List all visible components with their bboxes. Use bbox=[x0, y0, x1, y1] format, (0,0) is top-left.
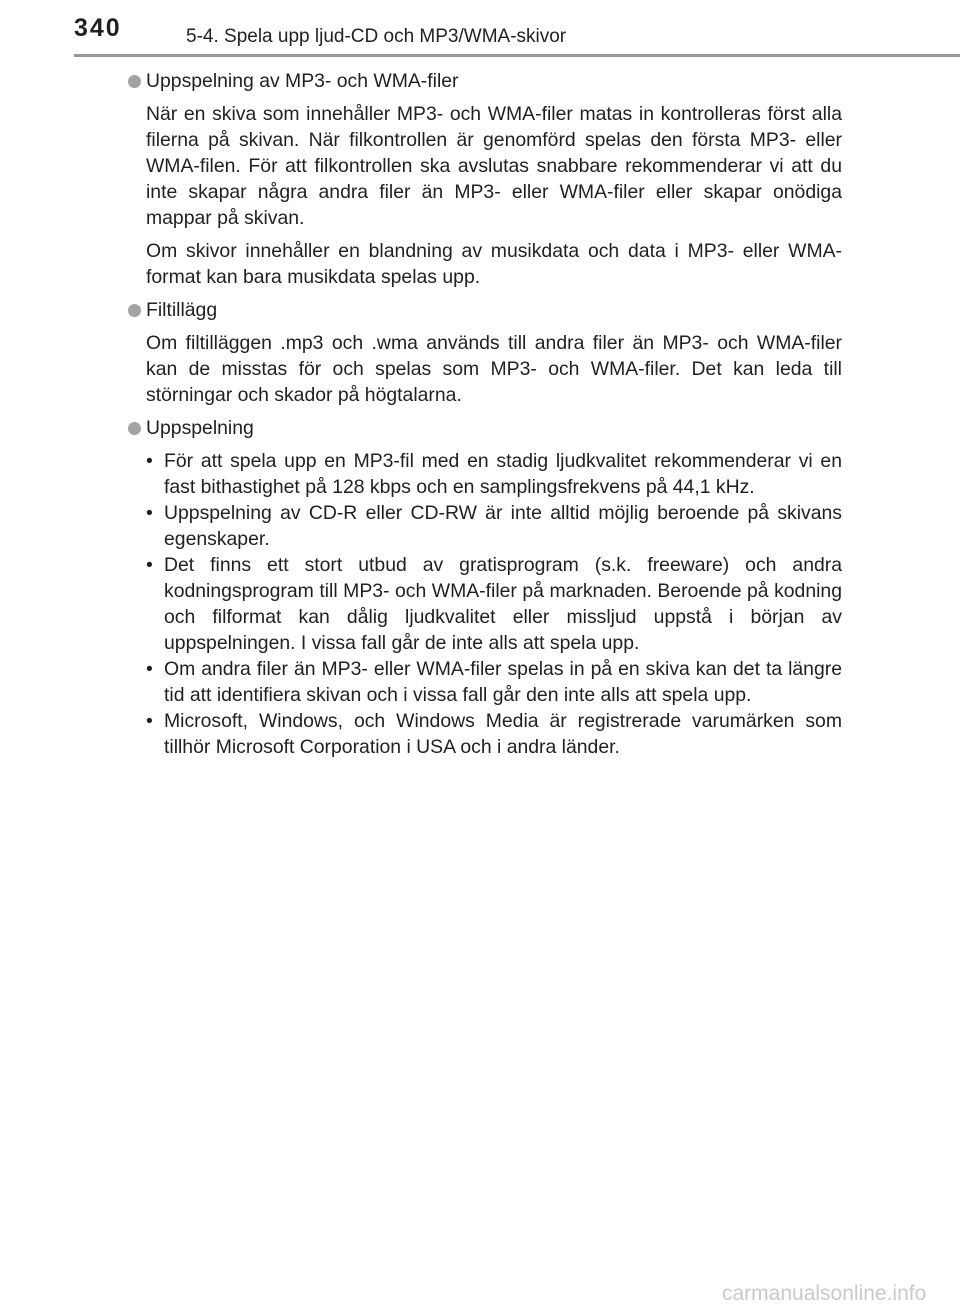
topic-mp3-wma-playback bbox=[128, 68, 842, 290]
list-bullet-icon: • bbox=[146, 450, 153, 472]
page-header bbox=[0, 0, 960, 58]
page-number: 340 bbox=[74, 14, 122, 42]
topic-playback bbox=[128, 415, 842, 760]
section-title: 5-4. Spela upp ljud-CD och MP3/WMA-skivor bbox=[186, 26, 567, 47]
list-item-text: För att spela upp en MP3-fil med en stadig ljudkvalitet rekommenderar vi en fast bithastighet på 128 kbps och en samplingsfrekvens på 44,1 kHz. bbox=[164, 450, 842, 498]
site-watermark: carmanualsonline.info bbox=[722, 1282, 927, 1305]
header-divider bbox=[74, 54, 960, 57]
circle-bullet-icon bbox=[128, 75, 141, 88]
topic-heading-text: Filtillägg bbox=[146, 299, 218, 321]
topic-heading-text: Uppspelning bbox=[146, 417, 254, 439]
list-item bbox=[146, 552, 842, 656]
topic-heading bbox=[128, 68, 842, 94]
topic-heading bbox=[128, 297, 842, 323]
list-item bbox=[146, 448, 842, 500]
list-item-text: Det finns ett stort utbud av gratisprogram (s.k. freeware) och andra kodningsprogram till MP3- och WMA-filer på marknaden. Beroende på kodning och filformat kan dålig ljudkvalitet eller missljud uppstå i början av uppspelningen. I vissa fall går de inte alls att spela upp. bbox=[164, 554, 842, 654]
list-item-text: Om andra filer än MP3- eller WMA-filer spelas in på en skiva kan det ta längre tid att identifiera skivan och i vissa fall går den inte alls att spela upp. bbox=[164, 658, 842, 706]
circle-bullet-icon bbox=[128, 304, 141, 317]
paragraph: Om filtilläggen .mp3 och .wma används till andra filer än MP3- och WMA-filer kan de misstas för och spelas som MP3- och WMA-filer. Det kan leda till störningar och skador på högtalarna. bbox=[146, 332, 842, 406]
list-bullet-icon: • bbox=[146, 502, 153, 524]
list-bullet-icon: • bbox=[146, 710, 153, 732]
manual-content bbox=[128, 68, 842, 767]
circle-bullet-icon bbox=[128, 422, 141, 435]
playback-notes-list bbox=[146, 448, 842, 760]
paragraph: Om skivor innehåller en blandning av musikdata och data i MP3- eller WMA-format kan bara musikdata spelas upp. bbox=[146, 240, 842, 288]
topic-heading-text: Uppspelning av MP3- och WMA-filer bbox=[146, 70, 459, 92]
paragraph: När en skiva som innehåller MP3- och WMA-filer matas in kontrolleras först alla filerna på skivan. När filkontrollen är genomförd spelas den första MP3- eller WMA-filen. För att filkontrollen ska avslutas snabbare rekommenderar vi att du inte skapar några andra filer än MP3- eller WMA-filer eller skapar onödiga mappar på skivan. bbox=[146, 103, 842, 229]
topic-heading bbox=[128, 415, 842, 441]
topic-file-extensions bbox=[128, 297, 842, 408]
list-item bbox=[146, 656, 842, 708]
list-item-text: Microsoft, Windows, och Windows Media är registrerade varumärken som tillhör Microsoft Corporation i USA och i andra länder. bbox=[164, 710, 842, 758]
list-item bbox=[146, 500, 842, 552]
list-item-text: Uppspelning av CD-R eller CD-RW är inte alltid möjlig beroende på skivans egenskaper. bbox=[164, 502, 842, 550]
list-item bbox=[146, 708, 842, 760]
list-bullet-icon: • bbox=[146, 658, 153, 680]
list-bullet-icon: • bbox=[146, 554, 153, 576]
